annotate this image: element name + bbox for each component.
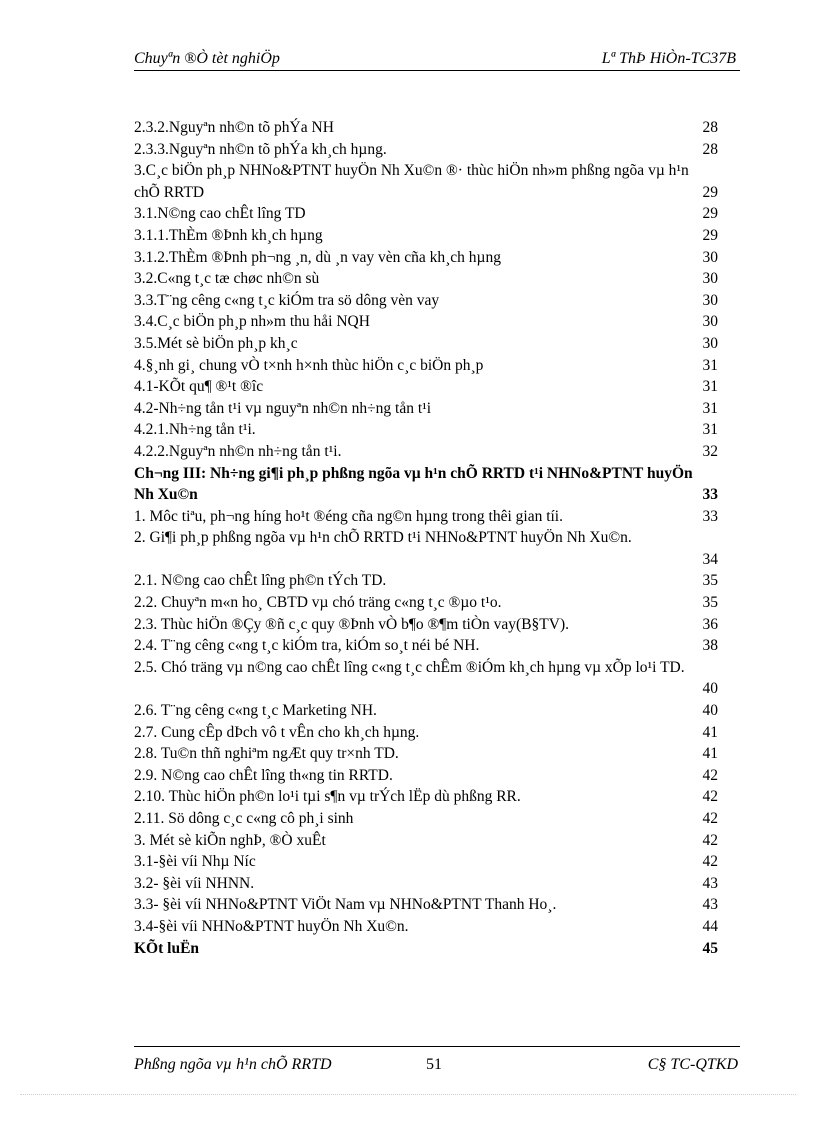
toc-entry-page: 42 <box>702 788 718 806</box>
toc-entry <box>134 355 724 377</box>
toc-entry-page: 42 <box>702 831 718 849</box>
toc-entry-page: 42 <box>702 810 718 827</box>
toc-entry-title: 2.4. T¨ng cêng c«ng t¸c kiÓm tra, kiÓm so¸t néi bé NH. <box>134 637 480 655</box>
toc-entry-page: 30 <box>702 291 718 309</box>
header-left-title: Chuyªn ®Ò tèt nghiÖp <box>134 50 280 67</box>
toc-entry-page: 42 <box>702 766 718 784</box>
toc-entry-page: 28 <box>702 119 718 136</box>
toc-entry-title: 2.1. N©ng cao chÊt lîng ph©n tÝch TD. <box>134 572 387 590</box>
toc-entry <box>134 376 724 398</box>
toc-entry <box>134 160 724 203</box>
toc-entry-page: 40 <box>702 702 718 720</box>
toc-entry-title: 2.3.2.Nguyªn nh©n tõ phÝa NH <box>134 119 334 136</box>
toc-entry-title: 4.§¸nh gi¸ chung vÒ t×nh h×nh thùc hiÖn c¸c biÖn ph¸p <box>134 356 484 374</box>
toc-entry <box>134 938 724 960</box>
toc-entry-title: 3. Mét sè kiÕn nghÞ, ®Ò xuÊt <box>134 831 326 849</box>
toc-entry <box>134 722 724 744</box>
toc-entry-title: 2. Gi¶i ph¸p phßng ngõa vµ h¹n chÕ RRTD t¹i NHNo&PTNT huyÖn Nh Xu©n. <box>134 529 632 547</box>
page-bottom-divider <box>20 1094 796 1095</box>
toc-entry <box>134 570 724 592</box>
toc-entry-page: 32 <box>702 442 718 460</box>
toc-entry <box>134 830 724 852</box>
toc-entry-title: 2.2. Chuyªn m«n ho¸ CBTD vµ chó träng c«ng t¸c ®µo t¹o. <box>134 594 502 612</box>
toc-entry-page: 35 <box>702 594 718 612</box>
toc-entry <box>134 225 724 247</box>
toc-entry-title: 2.6. T¨ng cêng c«ng t¸c Marketing NH. <box>134 702 377 720</box>
toc-entry-title: 3.1.2.ThÈm ®Þnh ph¬ng ¸n, dù ¸n vay vèn cña kh¸ch hµng <box>134 248 501 266</box>
toc-entry <box>134 333 724 355</box>
toc-entry <box>134 311 724 333</box>
toc-entry <box>134 808 724 830</box>
toc-entry-page: 40 <box>702 680 718 698</box>
toc-entry-title: KÕt luËn <box>134 939 200 957</box>
toc-entry-page: 29 <box>702 226 718 244</box>
toc-entry-title: 2.3. Thùc hiÖn ®Çy ®ñ c¸c quy ®Þnh vÒ b¶o ®¶m tiÒn vay(B§TV). <box>134 615 569 633</box>
toc-entry-title: 3.C¸c biÖn ph¸p NHNo&PTNT huyÖn Nh Xu©n ®· thùc hiÖn nh»m phßng ngõa vµ h¹n chÕ RRTD <box>134 162 689 201</box>
toc-entry <box>134 441 724 463</box>
toc-entry <box>134 916 724 938</box>
toc-entry-page: 29 <box>702 183 718 201</box>
toc-entry-page: 41 <box>702 723 718 741</box>
toc-entry <box>134 657 724 700</box>
toc-entry-page: 31 <box>702 421 718 439</box>
toc-entry <box>134 527 724 570</box>
page-footer <box>134 1046 740 1073</box>
toc-entry-title: 3.1.N©ng cao chÊt lîng TD <box>134 205 306 223</box>
toc-entry <box>134 139 724 161</box>
toc-entry-title: 4.2.1.Nh÷ng tån t¹i. <box>134 421 256 439</box>
toc-entry-page: 29 <box>702 205 718 223</box>
toc-entry-page: 44 <box>702 917 718 935</box>
toc-entry-page: 30 <box>702 270 718 288</box>
toc-entry-page: 30 <box>702 313 718 331</box>
toc-entry-page: 43 <box>702 896 718 914</box>
toc-entry-title: 3.3.T¨ng cêng c«ng t¸c kiÓm tra sö dông vèn vay <box>134 291 440 309</box>
toc-entry <box>134 786 724 808</box>
toc-entry-page: 43 <box>702 874 718 892</box>
toc-entry-page: 30 <box>702 248 718 266</box>
toc-entry-title: 2.9. N©ng cao chÊt lîng th«ng tin RRTD. <box>134 766 393 784</box>
toc-entry <box>134 851 724 873</box>
toc-entry-title: 3.2- §èi víi NHNN. <box>134 874 255 892</box>
page-header <box>134 50 740 71</box>
toc-entry <box>134 268 724 290</box>
toc-entry-page: 28 <box>702 140 718 158</box>
toc-entry-title: 2.3.3.Nguyªn nh©n tõ phÝa kh¸ch hµng. <box>134 140 387 158</box>
footer-page-number: 51 <box>426 1056 442 1073</box>
toc-entry-title: Ch¬ng III: Nh÷ng gi¶i ph¸p phßng ngõa vµ h¹n chÕ RRTD t¹i NHNo&PTNT huyÖn Nh Xu©n <box>134 464 693 504</box>
toc-entry-title: 2.10. Thùc hiÖn ph©n lo¹i tµi s¶n vµ trÝch lËp dù phßng RR. <box>134 788 521 806</box>
toc-entry <box>134 765 724 787</box>
toc-entry <box>134 247 724 269</box>
toc-entry <box>134 398 724 420</box>
toc-entry-title: 3.3- §èi víi NHNo&PTNT ViÖt Nam vµ NHNo&PTNT Thanh Ho¸. <box>134 896 557 914</box>
toc-entry <box>134 419 724 441</box>
toc-entry-title: 3.2.C«ng t¸c tæ chøc nh©n sù <box>134 270 320 288</box>
footer-left-title: Phßng ngõa vµ h¹n chÕ RRTD <box>134 1056 332 1073</box>
toc-entry <box>134 592 724 614</box>
toc-entry-page: 31 <box>702 356 718 374</box>
toc-entry-title: 1. Môc tiªu, ph¬ng híng ho¹t ®éng cña ng©n hµng trong thêi gian tíi. <box>134 507 563 525</box>
toc-entry-page: 33 <box>702 507 718 525</box>
toc-entry-title: 3.4-§èi víi NHNo&PTNT huyÖn Nh Xu©n. <box>134 917 409 935</box>
toc-entry-page: 30 <box>702 334 718 352</box>
toc-entry-page: 35 <box>702 572 718 590</box>
toc-entry <box>134 290 724 312</box>
toc-entry <box>134 743 724 765</box>
toc-entry-title: 3.1-§èi víi Nhµ Níc <box>134 853 256 871</box>
toc-entry <box>134 635 724 657</box>
header-right-author: Lª ThÞ HiÒn-TC37B <box>601 50 736 67</box>
toc-entry-page: 36 <box>702 615 718 633</box>
toc-entry-page: 34 <box>702 550 718 568</box>
toc-entry <box>134 203 724 225</box>
table-of-contents <box>134 117 724 959</box>
toc-entry <box>134 614 724 636</box>
toc-entry-title: 2.8. Tu©n thñ nghiªm ngÆt quy tr×nh TD. <box>134 745 399 763</box>
toc-entry-title: 2.7. Cung cÊp dÞch vô t vÊn cho kh¸ch hµng. <box>134 723 420 741</box>
toc-entry-page: 31 <box>702 399 718 417</box>
toc-entry-title: 4.2-Nh÷ng tån t¹i vµ nguyªn nh©n nh÷ng tån t¹i <box>134 399 432 417</box>
toc-entry-title: 3.4.C¸c biÖn ph¸p nh»m thu håi NQH <box>134 313 370 331</box>
toc-entry <box>134 117 724 139</box>
toc-entry-page: 45 <box>702 939 718 957</box>
toc-entry <box>134 463 724 506</box>
toc-entry <box>134 894 724 916</box>
toc-entry-page: 38 <box>702 637 718 655</box>
toc-entry-title: 3.1.1.ThÈm ®Þnh kh¸ch hµng <box>134 226 323 244</box>
toc-entry <box>134 873 724 895</box>
toc-entry-title: 2.11. Sö dông c¸c c«ng cô ph¸i sinh <box>134 810 354 827</box>
toc-entry <box>134 700 724 722</box>
footer-right-label: C§ TC-QTKD <box>647 1056 738 1073</box>
toc-entry-page: 33 <box>702 486 718 504</box>
toc-entry-page: 42 <box>702 853 718 871</box>
toc-entry-title: 3.5.Mét sè biÖn ph¸p kh¸c <box>134 334 298 352</box>
toc-entry-title: 4.1-KÕt qu¶ ®¹t ®îc <box>134 378 264 396</box>
toc-entry-title: 4.2.2.Nguyªn nh©n nh÷ng tån t¹i. <box>134 442 342 460</box>
toc-entry-page: 31 <box>702 378 718 396</box>
toc-entry-title: 2.5. Chó träng vµ n©ng cao chÊt lîng c«ng t¸c chÊm ®iÓm kh¸ch hµng vµ xÕp lo¹i TD. <box>134 658 685 676</box>
toc-entry-page: 41 <box>702 745 718 763</box>
toc-entry <box>134 506 724 528</box>
